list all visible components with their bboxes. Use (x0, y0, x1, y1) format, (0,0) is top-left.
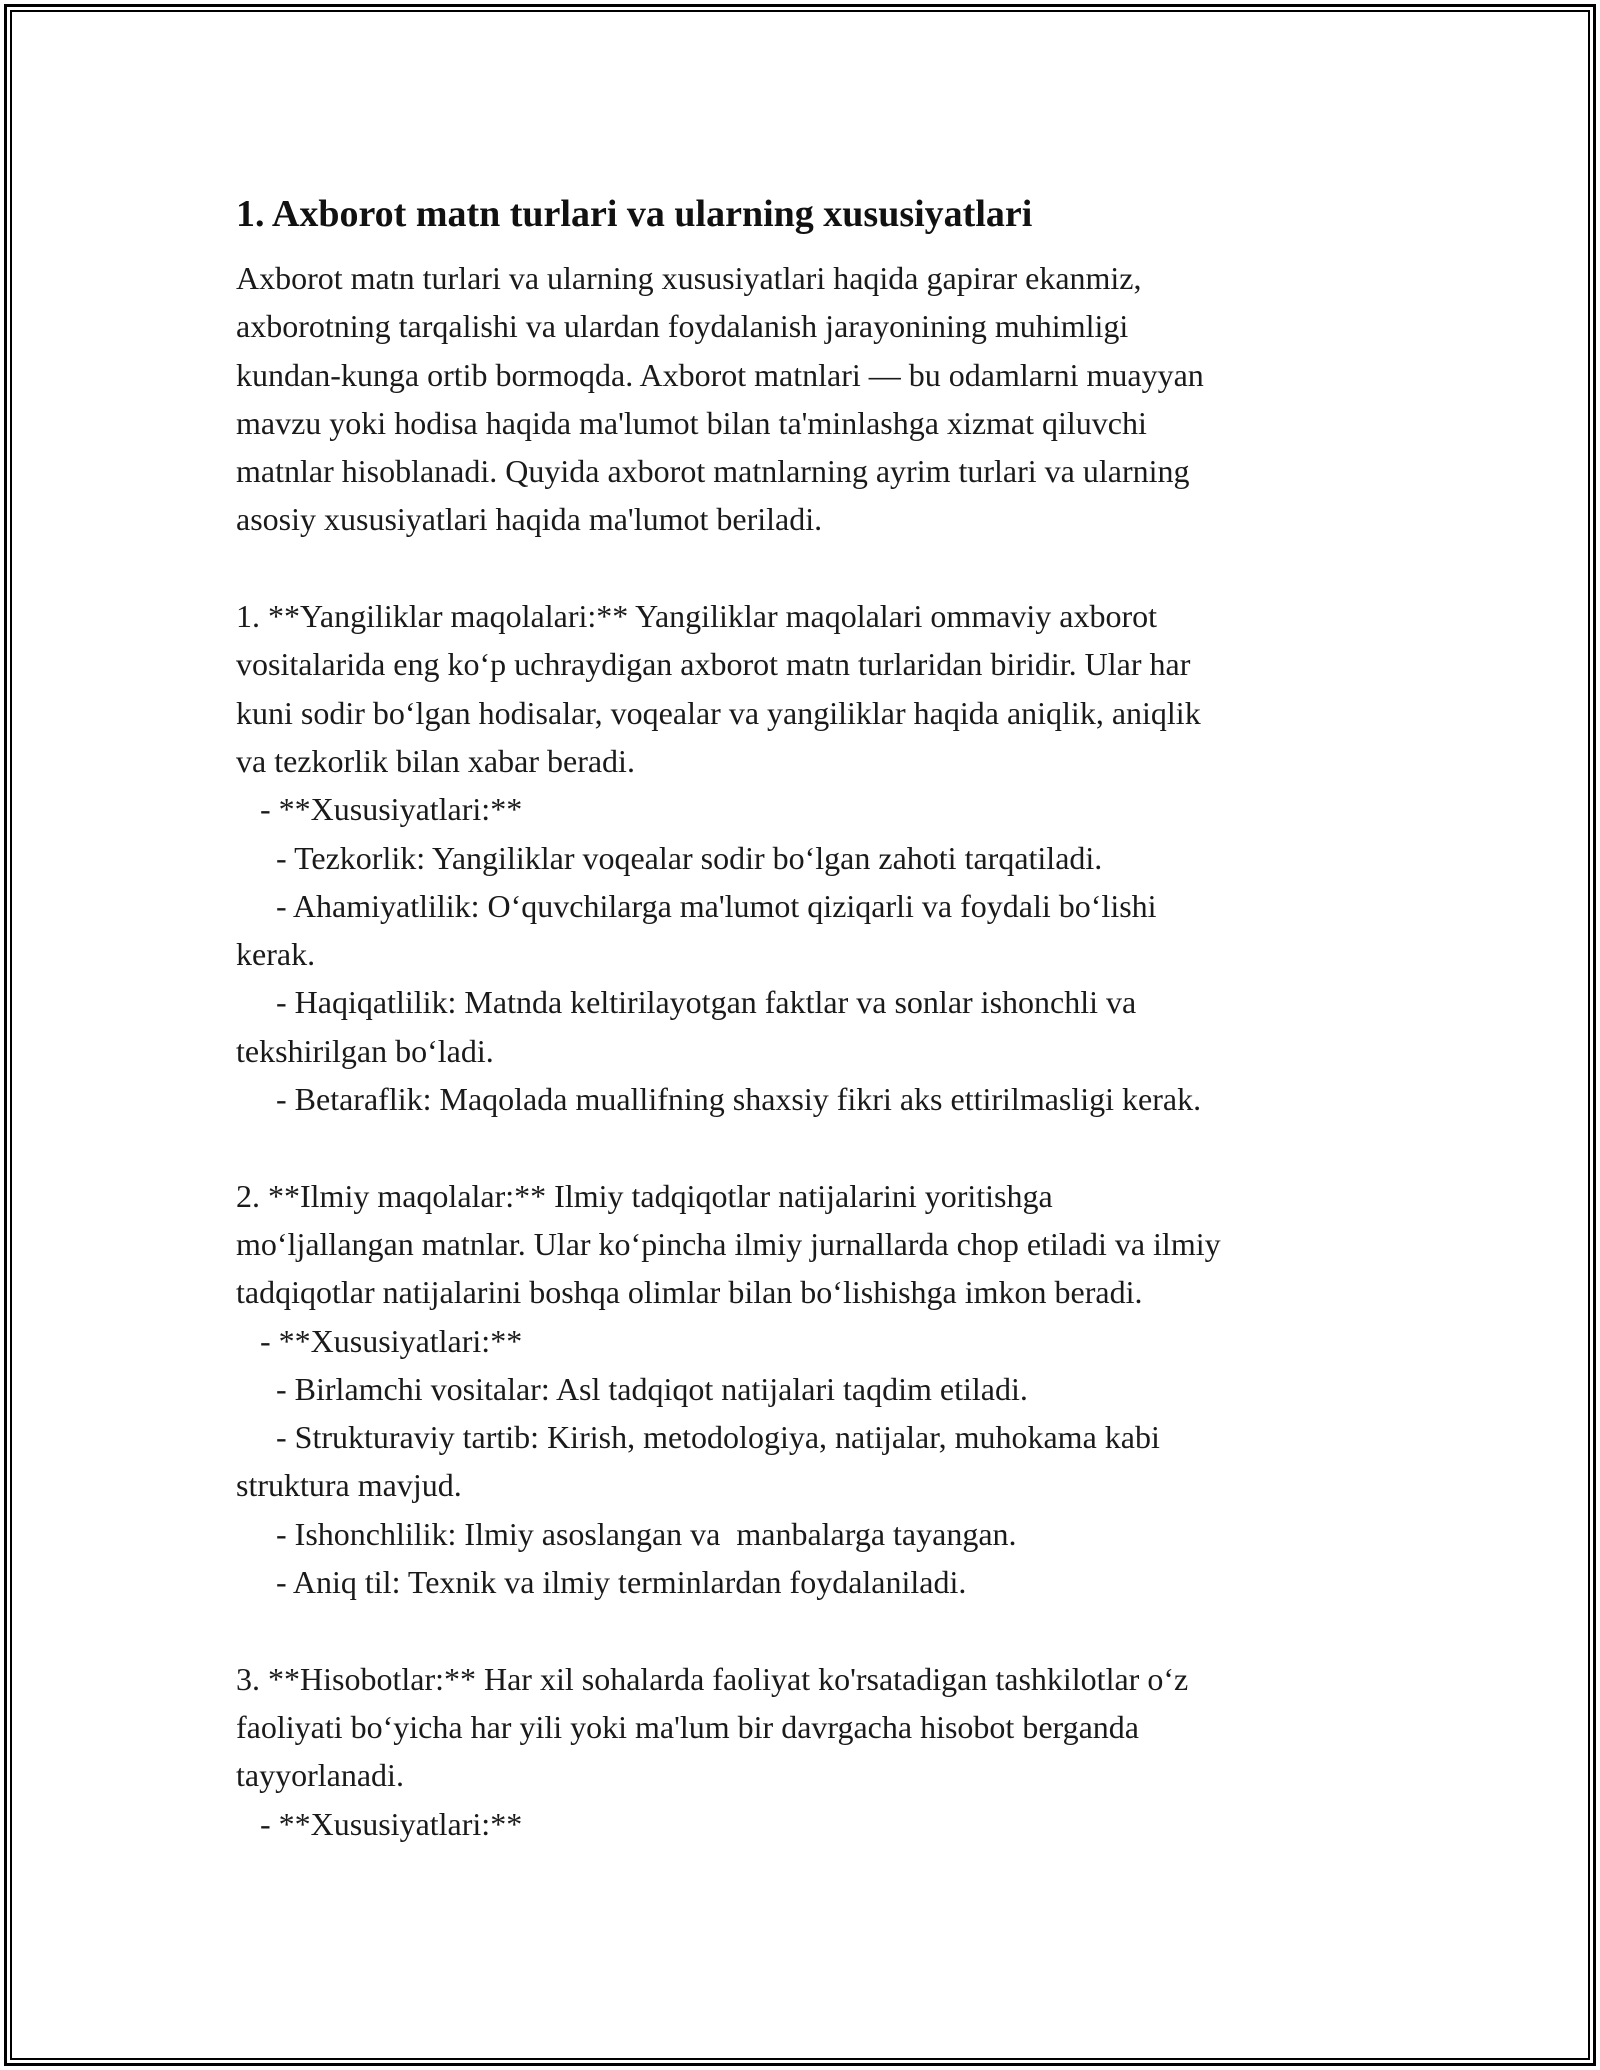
text-line: matnlar hisoblanadi. Quyida axborot matnlarning ayrim turlari va ularning (236, 453, 1190, 490)
text-line: - Strukturaviy tartib: Kirish, metodologiya, natijalar, muhokama kabi (236, 1419, 1160, 1456)
text-line: mo‘ljallangan matnlar. Ular ko‘pincha ilmiy jurnallarda chop etiladi va ilmiy (236, 1225, 1221, 1262)
text-line: faoliyati bo‘yicha har yili yoki ma'lum bir davrgacha hisobot berganda (236, 1708, 1139, 1745)
text-line: - **Xususiyatlari:** (236, 1805, 523, 1842)
text-line: 2. **Ilmiy maqolalar:** Ilmiy tadqiqotlar natijalarini yoritishga (236, 1177, 1053, 1214)
text-line: axborotning tarqalishi va ulardan foydalanish jarayonining muhimligi (236, 308, 1129, 345)
text-line: tadqiqotlar natijalarini boshqa olimlar bilan bo‘lishishga imkon beradi. (236, 1274, 1143, 1311)
text-line: kundan-kunga ortib bormoqda. Axborot matnlari — bu odamlarni muayyan (236, 356, 1204, 393)
text-line: - Haqiqatlilik: Matnda keltirilayotgan faktlar va sonlar ishonchli va (236, 984, 1137, 1021)
text-line: mavzu yoki hodisa haqida ma'lumot bilan ta'minlashga xizmat qiluvchi (236, 404, 1147, 441)
text-line: kuni sodir bo‘lgan hodisalar, voqealar va yangiliklar haqida aniqlik, aniqlik (236, 694, 1201, 731)
text-line: - Tezkorlik: Yangiliklar voqealar sodir bo‘lgan zahoti tarqatiladi. (236, 839, 1103, 876)
text-line: tayyorlanadi. (236, 1757, 404, 1794)
text-line: 3. **Hisobotlar:** Har xil sohalarda faoliyat ko'rsatadigan tashkilotlar o‘z (236, 1660, 1189, 1697)
document-title: 1. Axborot matn turlari va ularning xususiyatlari (236, 193, 1033, 235)
text-line: tekshirilgan bo‘ladi. (236, 1032, 494, 1069)
text-line: 1. **Yangiliklar maqolalari:** Yangiliklar maqolalari ommaviy axborot (236, 598, 1158, 635)
text-line: struktura mavjud. (236, 1467, 462, 1504)
text-line: - Ahamiyatlilik: O‘quvchilarga ma'lumot qiziqarli va foydali bo‘lishi (236, 887, 1157, 924)
text-line: - Betaraflik: Maqolada muallifning shaxsiy fikri aks ettirilmasligi kerak. (236, 1081, 1202, 1118)
text-line: - **Xususiyatlari:** (236, 1322, 523, 1359)
text-line: asosiy xususiyatlari haqida ma'lumot beriladi. (236, 501, 823, 538)
text-line: - **Xususiyatlari:** (236, 791, 523, 828)
blank-line (236, 1606, 1386, 1654)
text-line: - Birlamchi vositalar: Asl tadqiqot natijalari taqdim etiladi. (236, 1370, 1028, 1407)
text-line: Axborot matn turlari va ularning xususiyatlari haqida gapirar ekanmiz, (236, 260, 1142, 296)
text-line: kerak. (236, 936, 316, 973)
text-line: va tezkorlik bilan xabar beradi. (236, 742, 635, 779)
text-line: vositalarida eng ko‘p uchraydigan axborot matn turlaridan biridir. Ular har (236, 646, 1191, 683)
blank-line (236, 1123, 1386, 1171)
text-line: - Aniq til: Texnik va ilmiy terminlardan foydalaniladi. (236, 1564, 967, 1601)
document-body (236, 188, 1386, 1848)
text-line: - Ishonchlilik: Ilmiy asoslangan va manbalarga tayangan. (236, 1515, 1017, 1552)
blank-line (236, 544, 1386, 592)
